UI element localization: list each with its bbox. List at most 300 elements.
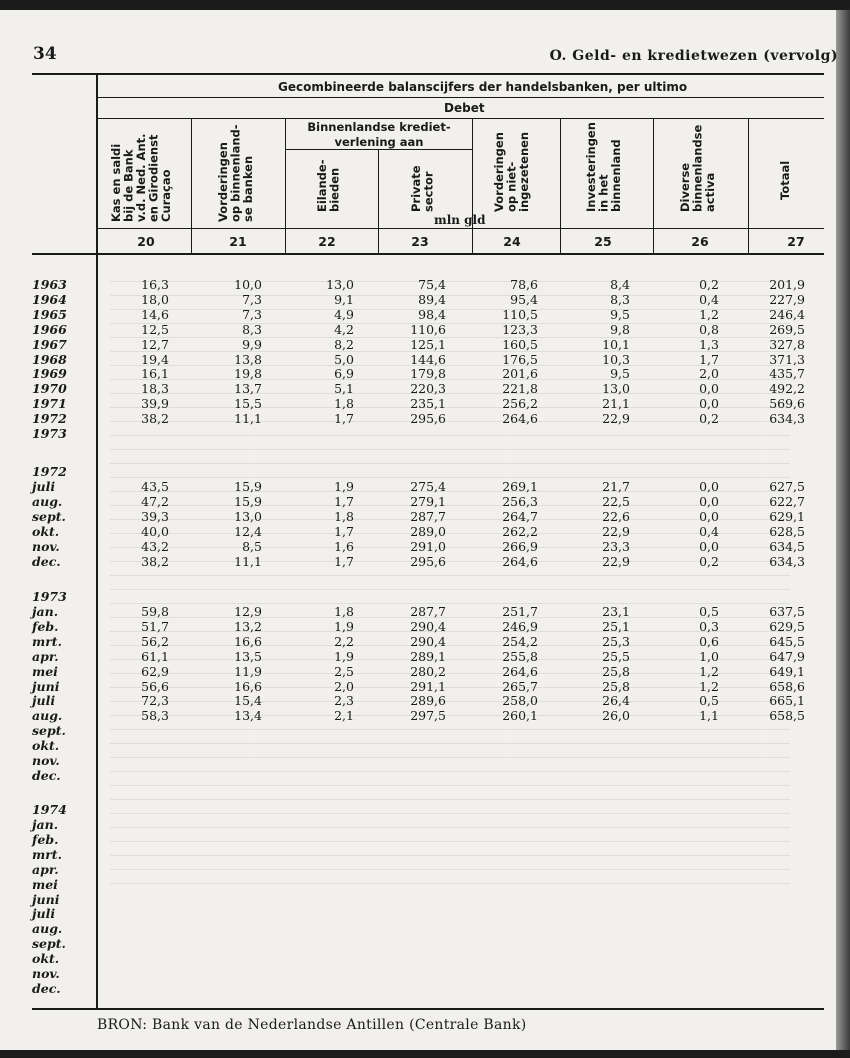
page-edge [836,10,850,1050]
year-label: 1974 [32,802,67,817]
table-row [0,878,836,892]
table-row [0,412,836,426]
debet-label: Debet [444,101,485,115]
table-cell: 0,0 [699,396,719,412]
table-cell: 22,9 [602,553,630,569]
table-caption: Gecombineerde balanscijfers der handelsbanken, per ultimo [278,80,688,94]
table-cell: 47,2 [141,493,169,509]
row-label: mrt. [32,846,62,862]
table-row [0,833,836,847]
table-cell: 5,0 [334,351,354,367]
row-label: mei [32,876,58,892]
table-cell: 269,5 [769,321,805,337]
col-divider [378,229,379,254]
table-cell: 264,6 [502,411,538,427]
table-cell: 23,1 [602,604,630,619]
table-cell: 634,3 [769,553,805,569]
table-cell: 287,7 [410,508,446,524]
table-cell: 95,4 [510,291,538,307]
row-label: aug. [32,921,63,937]
table-cell: 8,2 [334,336,354,352]
table-cell: 264,6 [502,663,538,679]
table-cell: 22,6 [602,508,630,524]
table-cell: 26,0 [602,708,630,724]
table-cell: 492,2 [769,381,805,397]
table-cell: 2,3 [334,693,354,709]
table-cell: 9,5 [610,306,630,322]
table-cell: 2,0 [334,678,354,694]
table-cell: 658,6 [769,678,805,694]
table-cell: 628,5 [769,523,805,539]
table-cell: 25,8 [602,678,630,694]
row-label: 1970 [32,381,67,397]
table-cell: 289,6 [410,693,446,709]
table-cell: 327,8 [769,336,805,352]
table-cell: 262,2 [502,523,538,539]
row-label: 1967 [32,336,67,352]
table-cell: 629,1 [769,508,805,524]
table-row [0,863,836,877]
page-number: 34 [33,44,57,64]
table-cell: 1,7 [334,493,354,509]
table-cell: 235,1 [410,396,446,412]
col-num-25: 25 [594,234,612,249]
table-cell: 269,1 [502,479,538,494]
table-cell: 1,8 [334,396,354,412]
table-cell: 0,6 [699,633,719,649]
row-label: juni [32,891,60,907]
row-label: 1966 [32,321,67,337]
table-cell: 13,0 [602,381,630,397]
table-cell: 12,5 [141,321,169,337]
table-cell: 13,5 [234,648,262,664]
row-label: aug. [32,708,63,724]
table-cell: 11,1 [234,553,262,569]
col-divider [653,119,654,254]
caption-rule [97,97,824,98]
table-cell: 15,9 [234,479,262,494]
row-label: nov. [32,538,60,554]
table-row [0,709,836,723]
table-cell: 38,2 [141,411,169,427]
table-cell: 13,2 [234,618,262,634]
table-cell: 0,8 [699,321,719,337]
table-cell: 25,8 [602,663,630,679]
table-cell: 0,5 [699,604,719,619]
debet-rule [97,118,824,119]
table-cell: 12,4 [234,523,262,539]
row-label: mrt. [32,633,62,649]
table-row [0,525,836,539]
table-cell: 1,7 [334,553,354,569]
table-cell: 125,1 [410,336,446,352]
table-cell: 6,9 [334,366,354,382]
table-row [0,427,836,441]
table-cell: 72,3 [141,693,169,709]
table-row [0,922,836,936]
table-cell: 0,0 [699,493,719,509]
year-heading [0,465,836,479]
row-label: 1968 [32,351,67,367]
row-label: 1963 [32,277,67,292]
table-cell: 290,4 [410,618,446,634]
table-cell: 634,5 [769,538,805,554]
table-cell: 25,3 [602,633,630,649]
table-cell: 246,9 [502,618,538,634]
table-cell: 13,7 [234,381,262,397]
table-row [0,665,836,679]
table-cell: 266,9 [502,538,538,554]
table-cell: 12,7 [141,336,169,352]
table-cell: 16,1 [141,366,169,382]
table-cell: 637,5 [769,604,805,619]
table-cell: 22,9 [602,411,630,427]
table-cell: 246,4 [769,306,805,322]
table-row [0,397,836,411]
section-title: O. Geld- en kredietwezen (vervolg) [549,48,838,64]
row-label: 1971 [32,396,67,412]
table-cell: 220,3 [410,381,446,397]
table-cell: 110,6 [410,321,446,337]
year-heading [0,590,836,604]
table-cell: 295,6 [410,553,446,569]
table-cell: 110,5 [502,306,538,322]
table-cell: 1,2 [699,678,719,694]
table-cell: 227,9 [769,291,805,307]
row-label: jan. [32,817,59,832]
table-row [0,650,836,664]
col-header-25: Investeringen in het binnenland [584,122,623,212]
table-row [0,323,836,337]
col-header-22: Eilande- bieden [315,159,342,212]
table-cell: 10,0 [234,277,262,292]
table-cell: 275,4 [410,479,446,494]
table-cell: 61,1 [141,648,169,664]
year-label: 1973 [32,589,67,604]
table-cell: 4,2 [334,321,354,337]
col-divider [748,119,749,254]
table-cell: 647,9 [769,648,805,664]
table-cell: 1,9 [334,479,354,494]
table-cell: 297,5 [410,708,446,724]
table-cell: 16,3 [141,277,169,292]
table-cell: 10,3 [602,351,630,367]
table-cell: 0,4 [699,291,719,307]
table-cell: 295,6 [410,411,446,427]
table-cell: 1,0 [699,648,719,664]
table-cell: 0,5 [699,693,719,709]
table-cell: 569,6 [769,396,805,412]
table-row [0,382,836,396]
table-cell: 7,3 [242,291,262,307]
table-row [0,353,836,367]
table-cell: 1,6 [334,538,354,554]
table-cell: 280,2 [410,663,446,679]
table-cell: 144,6 [410,351,446,367]
col-divider [472,119,473,254]
table-row [0,769,836,783]
group-label: Binnenlandse krediet- verlening aan [307,120,451,149]
col-header-21: Vorderingen op binnenland- se banken [216,124,255,222]
table-cell: 264,6 [502,553,538,569]
table-cell: 1,9 [334,618,354,634]
table-cell: 22,5 [602,493,630,509]
table-cell: 279,1 [410,493,446,509]
bottom-rule [32,1008,824,1010]
table-cell: 1,7 [334,411,354,427]
row-label: feb. [32,831,59,847]
table-cell: 435,7 [769,366,805,382]
table-cell: 8,5 [242,538,262,554]
table-cell: 0,0 [699,538,719,554]
row-label: 1972 [32,411,67,427]
table-row [0,694,836,708]
table-cell: 1,3 [699,336,719,352]
col-divider [560,119,561,254]
table-cell: 8,3 [242,321,262,337]
table-cell: 78,6 [510,277,538,292]
top-rule [32,73,824,75]
table-cell: 4,9 [334,306,354,322]
table-cell: 56,2 [141,633,169,649]
row-label: 1973 [32,426,67,441]
table-cell: 289,1 [410,648,446,664]
row-label: 1965 [32,306,67,322]
table-cell: 289,0 [410,523,446,539]
table-cell: 2,0 [699,366,719,382]
table-cell: 11,9 [234,663,262,679]
row-label: apr. [32,648,59,664]
table-cell: 19,4 [141,351,169,367]
table-cell: 254,2 [502,633,538,649]
table-cell: 98,4 [418,306,446,322]
table-cell: 176,5 [502,351,538,367]
table-row [0,540,836,554]
row-label: mei [32,663,58,679]
col-num-22: 22 [318,234,336,249]
table-cell: 649,1 [769,663,805,679]
row-label: juli [32,479,56,494]
col-divider [191,119,192,254]
table-cell: 2,5 [334,663,354,679]
table-cell: 1,9 [334,648,354,664]
col-num-27: 27 [787,234,805,249]
table-cell: 256,2 [502,396,538,412]
table-cell: 11,1 [234,411,262,427]
table-cell: 1,8 [334,604,354,619]
table-cell: 1,8 [334,508,354,524]
col-header-27: Totaal [778,160,792,200]
row-label: 1964 [32,291,67,307]
table-cell: 16,6 [234,678,262,694]
table-row [0,510,836,524]
table-cell: 43,2 [141,538,169,554]
table-cell: 201,9 [769,277,805,292]
table-cell: 1,1 [699,708,719,724]
table-cell: 43,5 [141,479,169,494]
table-cell: 16,6 [234,633,262,649]
row-label: juli [32,693,56,709]
col-num-23: 23 [411,234,429,249]
table-cell: 25,5 [602,648,630,664]
table-cell: 10,1 [602,336,630,352]
table-row [0,907,836,921]
table-cell: 9,1 [334,291,354,307]
year-label: 1972 [32,464,67,479]
year-heading [0,803,836,817]
table-cell: 258,0 [502,693,538,709]
row-label: dec. [32,980,61,996]
table-cell: 51,7 [141,618,169,634]
table-cell: 1,2 [699,306,719,322]
table-cell: 287,7 [410,604,446,619]
table-row [0,952,836,966]
table-cell: 645,5 [769,633,805,649]
table-row [0,278,836,292]
table-cell: 7,3 [242,306,262,322]
col-num-21: 21 [229,234,247,249]
table-cell: 8,3 [610,291,630,307]
unit-label: mln gld [434,213,486,227]
table-row [0,480,836,494]
table-row [0,739,836,753]
unit-rule [97,228,824,229]
table-cell: 9,5 [610,366,630,382]
col-num-24: 24 [503,234,521,249]
row-label: apr. [32,861,59,877]
table-cell: 13,0 [326,277,354,292]
table-cell: 665,1 [769,693,805,709]
table-row [0,937,836,951]
row-label: 1969 [32,366,67,382]
table-row [0,982,836,996]
table-row [0,893,836,907]
table-cell: 265,7 [502,678,538,694]
row-label: juli [32,906,56,922]
table-row [0,635,836,649]
table-row [0,605,836,619]
col-divider [378,150,379,228]
table-cell: 18,3 [141,381,169,397]
table-cell: 291,0 [410,538,446,554]
table-cell: 56,6 [141,678,169,694]
table-cell: 13,4 [234,708,262,724]
col-header-24: Vorderingen op niet- ingezetenen [492,131,531,212]
table-cell: 2,2 [334,633,354,649]
colnum-rule [32,253,824,255]
table-row [0,724,836,738]
row-label: feb. [32,618,59,634]
table-cell: 0,0 [699,508,719,524]
table-row [0,495,836,509]
table-row [0,818,836,832]
col-header-23: Private sector [409,165,436,212]
table-cell: 0,0 [699,381,719,397]
table-cell: 13,8 [234,351,262,367]
table-cell: 371,3 [769,351,805,367]
row-label: sept. [32,723,66,739]
row-label: okt. [32,951,60,967]
table-cell: 5,1 [334,381,354,397]
table-cell: 290,4 [410,633,446,649]
row-label: okt. [32,738,60,754]
table-cell: 15,5 [234,396,262,412]
table-cell: 9,8 [610,321,630,337]
table-cell: 627,5 [769,479,805,494]
table-cell: 629,5 [769,618,805,634]
row-label: aug. [32,493,63,509]
table-cell: 256,3 [502,493,538,509]
table-cell: 255,8 [502,648,538,664]
col-num-20: 20 [137,234,155,249]
table-cell: 260,1 [502,708,538,724]
table-cell: 0,2 [699,277,719,292]
table-cell: 221,8 [502,381,538,397]
table-cell: 14,6 [141,306,169,322]
row-label: sept. [32,508,66,524]
table-row [0,555,836,569]
col-header-20: Kas en saldi bij de Bank v.d. Ned. Ant. en Girodienst Curaçao [109,133,173,222]
col-header-26: Diverse binnenlandse activa [678,124,717,212]
table-row [0,367,836,381]
row-label: juni [32,678,60,694]
table-cell: 291,1 [410,678,446,694]
table-cell: 89,4 [418,291,446,307]
table-cell: 634,3 [769,411,805,427]
table-cell: 9,9 [242,336,262,352]
table-cell: 0,4 [699,523,719,539]
table-cell: 58,3 [141,708,169,724]
table-cell: 21,1 [602,396,630,412]
table-cell: 39,9 [141,396,169,412]
row-label: jan. [32,604,59,619]
table-cell: 0,0 [699,479,719,494]
table-cell: 15,4 [234,693,262,709]
table-row [0,967,836,981]
table-cell: 8,4 [610,277,630,292]
table-cell: 12,9 [234,604,262,619]
table-row [0,754,836,768]
row-label: sept. [32,936,66,952]
table-row [0,338,836,352]
table-cell: 62,9 [141,663,169,679]
table-cell: 0,2 [699,411,719,427]
table-cell: 18,0 [141,291,169,307]
source-footer: BRON: Bank van de Nederlandse Antillen (Centrale Bank) [97,1017,527,1033]
table-cell: 160,5 [502,336,538,352]
table-row [0,620,836,634]
table-cell: 264,7 [502,508,538,524]
col-num-26: 26 [691,234,709,249]
row-label: nov. [32,966,60,981]
table-cell: 1,7 [334,523,354,539]
table-cell: 21,7 [602,479,630,494]
table-cell: 39,3 [141,508,169,524]
table-cell: 75,4 [418,277,446,292]
table-cell: 622,7 [769,493,805,509]
table-cell: 19,8 [234,366,262,382]
table-cell: 0,2 [699,553,719,569]
table-cell: 40,0 [141,523,169,539]
table-cell: 1,7 [699,351,719,367]
table-cell: 38,2 [141,553,169,569]
table-row [0,293,836,307]
table-cell: 22,9 [602,523,630,539]
table-row [0,308,836,322]
table-cell: 251,7 [502,604,538,619]
table-cell: 13,0 [234,508,262,524]
table-cell: 1,2 [699,663,719,679]
